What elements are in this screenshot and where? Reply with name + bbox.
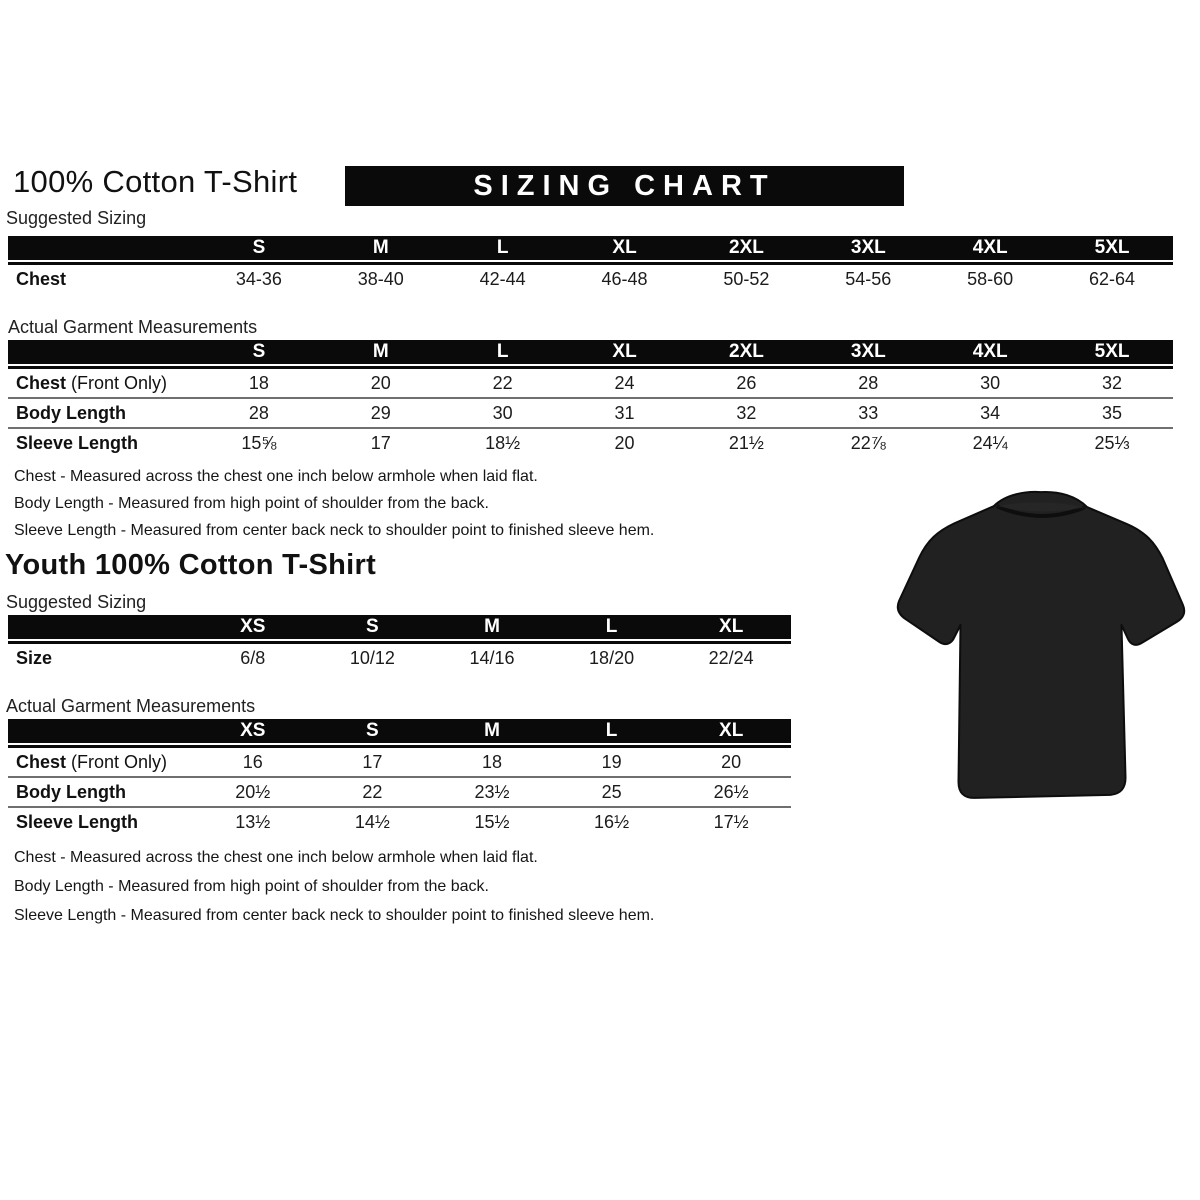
tshirt-body (898, 492, 1184, 798)
measurement-note: Sleeve Length - Measured from center back neck to shoulder point to finished sleeve hem. (14, 907, 655, 924)
measurement-cell: 42-44 (479, 268, 526, 289)
row-label-text: Chest (16, 751, 67, 772)
size-column-header: M (484, 720, 500, 741)
measurement-cell: 19 (601, 751, 622, 772)
size-column-header: XL (612, 341, 637, 362)
measurement-cell: 22 (362, 781, 383, 802)
row-label-suffix: (Front Only) (66, 372, 168, 393)
size-column-header: L (496, 341, 509, 362)
measurement-cell: 18½ (485, 432, 521, 453)
measurement-cell: 21½ (728, 432, 764, 453)
size-column-header: 2XL (729, 341, 764, 362)
table-row (8, 265, 1173, 293)
measurement-cell: 16 (242, 751, 263, 772)
table-row (8, 776, 791, 806)
measurement-cell: 34 (980, 402, 1001, 423)
measurement-cell: 17 (370, 432, 391, 453)
measurement-cell: 15½ (474, 811, 510, 832)
adult-actual-measurements-label: Actual Garment Measurements (8, 317, 258, 337)
measurement-cell: 62-64 (1089, 268, 1136, 289)
row-label-text: Sleeve Length (16, 432, 139, 453)
measurement-cell: 26½ (713, 781, 749, 802)
measurement-cell: 22/24 (708, 647, 754, 668)
measurement-cell: 24¼ (972, 432, 1008, 453)
table-row (8, 369, 1173, 397)
row-label-text: Body Length (16, 402, 126, 423)
row-label-suffix: (Front Only) (66, 751, 168, 772)
measurement-cell: 34-36 (235, 268, 282, 289)
measurement-note: Chest - Measured across the chest one inch below armhole when laid flat. (14, 849, 538, 866)
size-column-header: 5XL (1094, 237, 1130, 258)
row-label (8, 752, 193, 773)
size-column-header: 3XL (850, 341, 886, 362)
row-label (8, 403, 198, 424)
measurement-cell: 20 (370, 372, 391, 393)
size-column-header: S (252, 237, 266, 258)
size-column-header: XS (240, 720, 266, 741)
measurement-cell: 30 (492, 402, 513, 423)
measurement-note: Body Length - Measured from high point of shoulder from the back. (14, 495, 489, 512)
measurement-cell: 15⅝ (241, 432, 277, 453)
measurement-cell: 50-52 (723, 268, 770, 289)
table-row (8, 748, 791, 776)
row-label-text: Body Length (16, 781, 126, 802)
table-header-bar (8, 236, 1173, 260)
tshirt-graphic (888, 478, 1194, 810)
row-label (8, 812, 193, 833)
youth-actual-measurements-label: Actual Garment Measurements (6, 696, 256, 716)
measurement-cell: 32 (1102, 372, 1123, 393)
measurement-cell: 14½ (354, 811, 390, 832)
measurement-cell: 25⅓ (1094, 432, 1130, 453)
measurement-cell: 26 (736, 372, 757, 393)
measurement-cell: 28 (248, 402, 269, 423)
table-header-bar (8, 615, 791, 639)
size-column-header: 5XL (1094, 341, 1130, 362)
measurement-cell: 17 (362, 751, 383, 772)
measurement-cell: 35 (1102, 402, 1123, 423)
adult-measurement-notes (14, 463, 654, 544)
size-column-header: S (252, 341, 266, 362)
size-column-header: 3XL (850, 237, 886, 258)
page-title: 100% Cotton T-Shirt (13, 164, 298, 199)
size-column-header: S (366, 720, 379, 741)
size-column-header: XL (612, 237, 637, 258)
table-header-bar (8, 340, 1173, 364)
row-label (8, 782, 193, 803)
measurement-cell: 32 (736, 402, 757, 423)
measurement-cell: 20½ (235, 781, 271, 802)
measurement-cell: 16½ (594, 811, 630, 832)
size-column-header: XL (719, 616, 744, 637)
size-column-header: XS (240, 616, 266, 637)
measurement-note: Body Length - Measured from high point of shoulder from the back. (14, 878, 489, 895)
measurement-cell: 30 (980, 372, 1001, 393)
row-label-text: Chest (16, 372, 67, 393)
table-header-bar (8, 719, 791, 743)
measurement-cell: 10/12 (349, 647, 395, 668)
measurement-cell: 46-48 (601, 268, 648, 289)
adult-suggested-sizing-table (8, 236, 1173, 293)
youth-measurement-notes (14, 843, 654, 930)
size-column-header: 4XL (972, 341, 1008, 362)
measurement-cell: 6/8 (240, 647, 266, 668)
measurement-cell: 18 (248, 372, 269, 393)
table-row (8, 427, 1173, 457)
row-label (8, 433, 198, 454)
measurement-cell: 54-56 (845, 268, 892, 289)
measurement-cell: 18 (481, 751, 502, 772)
size-column-header: M (372, 237, 389, 258)
size-column-header: 4XL (972, 237, 1008, 258)
youth-section-title: Youth 100% Cotton T-Shirt (5, 549, 377, 581)
measurement-cell: 38-40 (357, 268, 404, 289)
measurement-cell: 29 (370, 402, 391, 423)
measurement-cell: 25 (601, 781, 622, 802)
measurement-cell: 33 (858, 402, 879, 423)
measurement-cell: 17½ (713, 811, 749, 832)
row-label-text: Chest (16, 268, 67, 289)
measurement-note: Sleeve Length - Measured from center back neck to shoulder point to finished sleeve hem. (14, 522, 655, 539)
size-column-header: M (372, 341, 389, 362)
table-row (8, 644, 791, 672)
sizing-chart-banner: SIZING CHART (345, 166, 904, 206)
size-column-header: L (605, 720, 618, 741)
measurement-cell: 22 (492, 372, 513, 393)
adult-suggested-sizing-label: Suggested Sizing (6, 208, 147, 228)
measurement-cell: 23½ (474, 781, 510, 802)
youth-suggested-sizing-table (8, 615, 791, 672)
measurement-cell: 20 (721, 751, 742, 772)
measurement-cell: 20 (614, 432, 635, 453)
measurement-cell: 13½ (235, 811, 271, 832)
youth-actual-measurements-table (8, 719, 791, 836)
youth-suggested-sizing-label: Suggested Sizing (6, 592, 147, 612)
measurement-cell: 22⅞ (850, 432, 886, 453)
row-label-text: Size (16, 647, 53, 668)
size-column-header: L (605, 616, 618, 637)
measurement-note: Chest - Measured across the chest one inch below armhole when laid flat. (14, 468, 538, 485)
size-column-header: M (484, 616, 500, 637)
measurement-cell: 24 (614, 372, 635, 393)
row-label (8, 269, 198, 290)
measurement-cell: 28 (858, 372, 879, 393)
table-row (8, 397, 1173, 427)
table-row (8, 806, 791, 836)
measurement-cell: 14/16 (469, 647, 515, 668)
measurement-cell: 18/20 (589, 647, 635, 668)
row-label (8, 648, 193, 669)
measurement-cell: 31 (614, 402, 635, 423)
size-column-header: L (496, 237, 509, 258)
measurement-cell: 58-60 (967, 268, 1014, 289)
size-column-header: S (366, 616, 379, 637)
black-tshirt-image (888, 478, 1194, 810)
row-label-text: Sleeve Length (16, 811, 139, 832)
row-label (8, 373, 198, 394)
adult-actual-measurements-table (8, 340, 1173, 457)
size-column-header: 2XL (729, 237, 764, 258)
size-column-header: XL (719, 720, 744, 741)
